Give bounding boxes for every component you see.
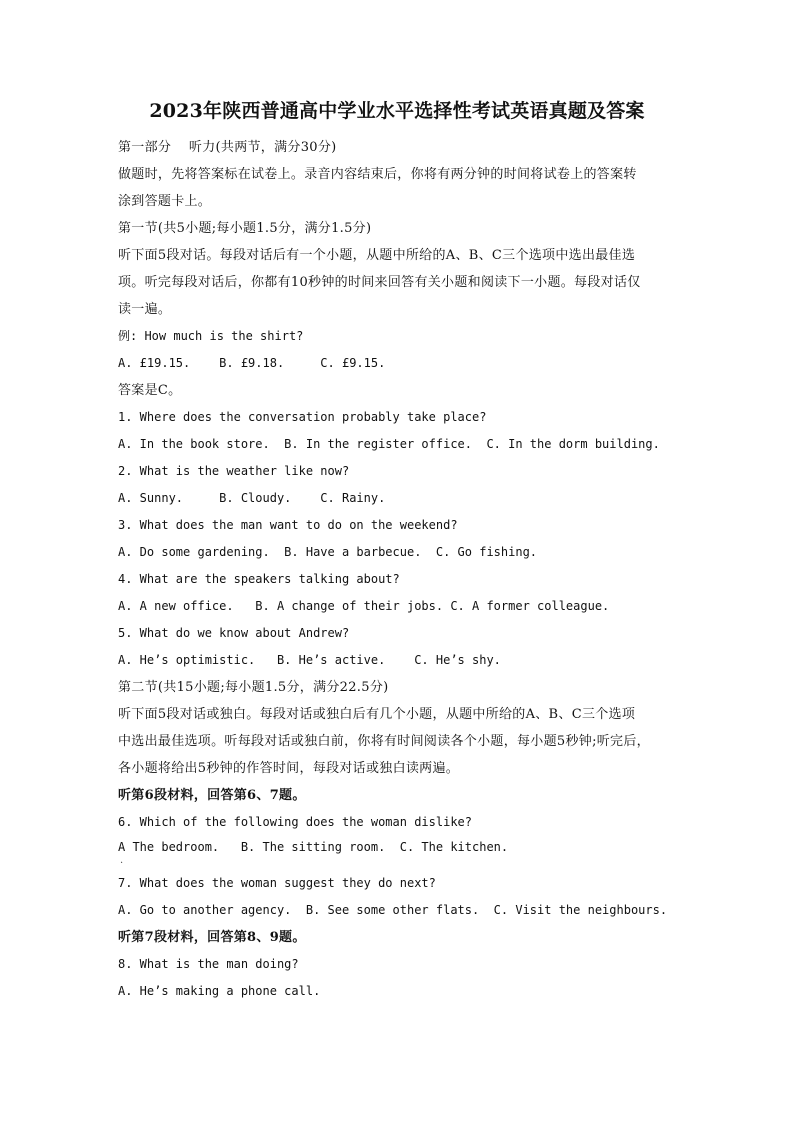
- material-7-heading: 听第7段材料，回答第8、9题。: [118, 930, 306, 945]
- question-1-options: A. In the book store. B. In the register office. C. In the dorm building.: [118, 437, 660, 451]
- question-8: 8. What is the man doing?: [118, 957, 299, 971]
- question-8-options: A. He’s making a phone call.: [118, 984, 321, 998]
- question-6: 6. Which of the following does the woman dislike?: [118, 815, 473, 829]
- question-6-options: A The bedroom. B. The sitting room. C. The kitchen.: [118, 840, 509, 854]
- example-options: A. £19.15. B. £9.18. C. £9.15.: [118, 356, 386, 370]
- question-4: 4. What are the speakers talking about?: [118, 572, 400, 586]
- section1-instruction-1: 听下面5段对话。每段对话后有一个小题，从题中所给的A、B、C三个选项中选出最佳选: [118, 248, 636, 263]
- example-answer: 答案是C。: [118, 383, 182, 398]
- stray-dot-mark: ·: [120, 858, 124, 869]
- question-2-options: A. Sunny. B. Cloudy. C. Rainy.: [118, 491, 386, 505]
- section1-instruction-3: 读一遍。: [118, 302, 172, 317]
- question-7: 7. What does the woman suggest they do next?: [118, 876, 436, 890]
- question-4-options: A. A new office. B. A change of their jobs. C. A former colleague.: [118, 599, 610, 613]
- section1-instruction-2: 项。听完每段对话后，你都有10秒钟的时间来回答有关小题和阅读下一小题。每段对话仅: [118, 275, 641, 290]
- section2-heading: 第二节(共15小题;每小题1.5分，满分22.5分): [118, 680, 389, 695]
- question-7-options: A. Go to another agency. B. See some other flats. C. Visit the neighbours.: [118, 903, 668, 917]
- example-question: 例: How much is the shirt?: [118, 329, 304, 343]
- question-5-options: A. He’s optimistic. B. He’s active. C. He’s shy.: [118, 653, 501, 667]
- exam-body: [118, 134, 688, 1005]
- question-1: 1. Where does the conversation probably take place?: [118, 410, 487, 424]
- section2-instruction-1: 听下面5段对话或独白。每段对话或独白后有几个小题，从题中所给的A、B、C三个选项: [118, 707, 636, 722]
- section2-instruction-2: 中选出最佳选项。听每段对话或独白前，你将有时间阅读各个小题，每小题5秒钟;听完后，: [118, 734, 650, 749]
- part1-instruction-1: 做题时，先将答案标在试卷上。录音内容结束后，你将有两分钟的时间将试卷上的答案转: [118, 167, 637, 182]
- question-5: 5. What do we know about Andrew?: [118, 626, 350, 640]
- section2-instruction-3: 各小题将给出5秒钟的作答时间，每段对话或独白读两遍。: [118, 761, 460, 776]
- part1-instruction-2: 涂到答题卡上。: [118, 194, 212, 209]
- part1-heading: 第一部分 听力(共两节，满分30分): [118, 140, 337, 155]
- page-title: 2023年陕西普通高中学业水平选择性考试英语真题及答案: [149, 100, 645, 122]
- material-6-heading: 听第6段材料，回答第6、7题。: [118, 788, 306, 803]
- question-2: 2. What is the weather like now?: [118, 464, 350, 478]
- section1-heading: 第一节(共5小题;每小题1.5分，满分1.5分): [118, 221, 372, 236]
- question-3: 3. What does the man want to do on the weekend?: [118, 518, 458, 532]
- question-3-options: A. Do some gardening. B. Have a barbecue. C. Go fishing.: [118, 545, 538, 559]
